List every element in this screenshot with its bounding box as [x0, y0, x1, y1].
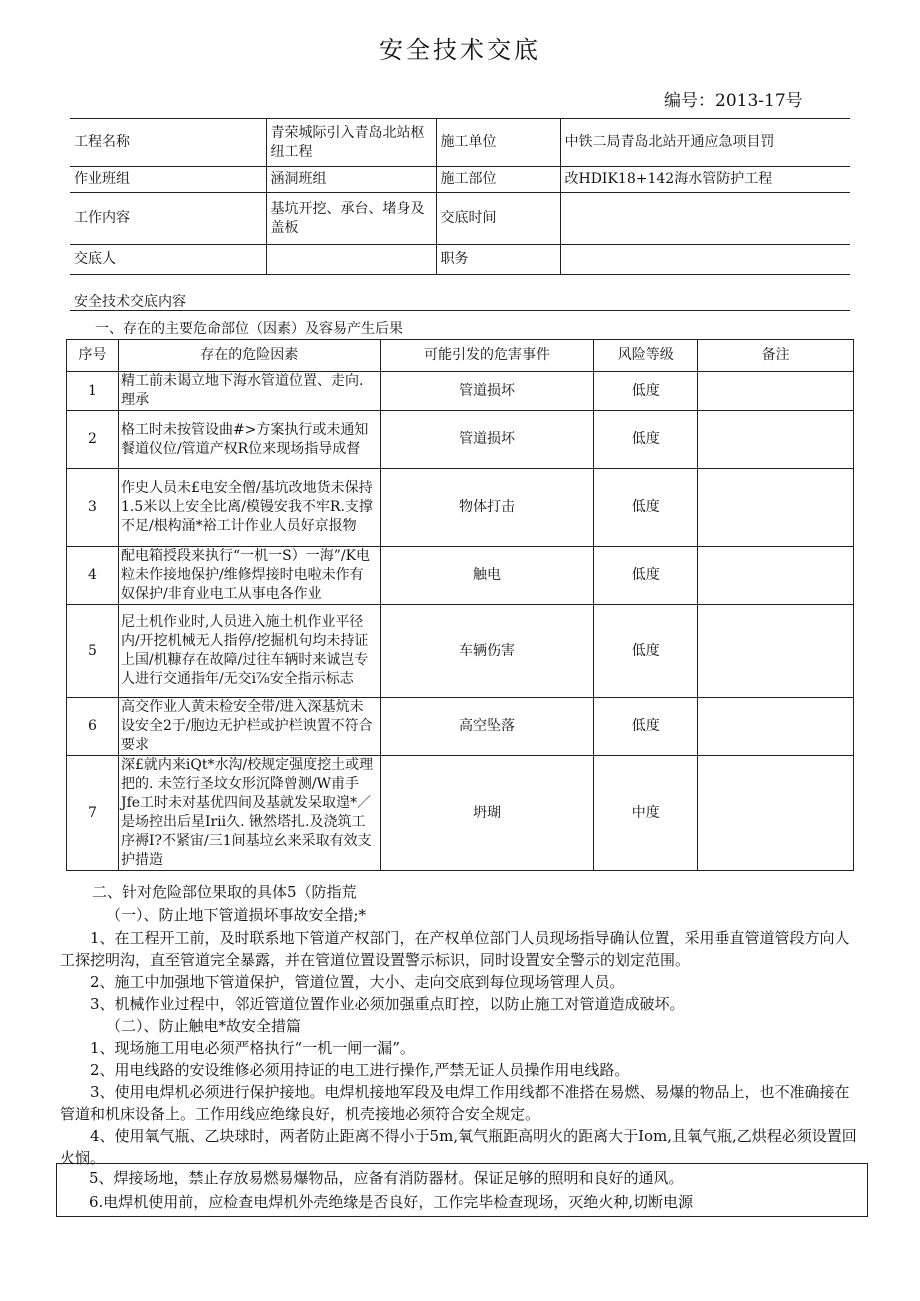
measure-q2: 2、用电线路的安设维修必须用持证的电工进行操作,严禁无证人员操作用电线路。: [90, 1061, 630, 1079]
row-level: 低度: [594, 411, 698, 469]
location-label: 施工部位: [436, 167, 560, 193]
row-no: 7: [67, 756, 119, 871]
position: [560, 245, 850, 275]
row-factor: 尼土机作业时,人员进入施土机作业平径内/开挖机械无人指停/挖掘机句均未持证上国/机糠存在故障/过往车辆时来诚岂专人进行交通指年/无交i⅞安全指示标志: [118, 605, 380, 698]
row-no: 1: [67, 372, 119, 411]
row-note: [698, 605, 854, 698]
location: 改HDIK18+142海水管防护工程: [560, 167, 850, 193]
row-factor: 精工前未谒立地下海水管道位置、走向. 理承: [118, 372, 380, 411]
section-label: 安全技术交底内容: [74, 294, 186, 310]
hazard-table-header: [67, 340, 854, 372]
row-level: 低度: [594, 372, 698, 411]
row-level: 低度: [594, 698, 698, 756]
row-level: 低度: [594, 469, 698, 547]
measure-q4: 4、使用氧气瓶、乙块球时，两者防止距离不得小于5m,氧气瓶距高明火的距离大于Iom,且氧气瓶,乙烘程必须设置回火悯。: [60, 1127, 857, 1167]
row-no: 3: [67, 469, 119, 547]
measures-title: 二、针对危险部位果取的具体5（防指荒: [92, 883, 357, 901]
table-row: [67, 698, 854, 756]
measure-p2: 2、施工中加强地下管道保护，管道位置，大小、走向交底到每位现场管理人员。: [90, 973, 625, 991]
work-content-label: 工作内容: [70, 193, 266, 245]
team: 涵洞班组: [266, 167, 436, 193]
row-event: 物体打击: [380, 469, 594, 547]
row-level: 低度: [594, 547, 698, 605]
position-label: 职务: [436, 245, 560, 275]
row-event: 触电: [380, 547, 594, 605]
contractor: 中铁二局青岛北站开通应急项目罚: [560, 119, 850, 167]
row-event: 高空坠落: [380, 698, 594, 756]
measure-q1: 1、现场施工用电必须严格执行“一机一闸一漏”。: [90, 1039, 415, 1057]
hazard-table: [66, 339, 854, 871]
contractor-label: 施工单位: [436, 119, 560, 167]
handover-time-label: 交底时间: [436, 193, 560, 245]
row-note: [698, 756, 854, 871]
hazard-section-title: 一、存在的主要危命部位（因素）及容易产生后果: [95, 321, 403, 337]
row-no: 6: [67, 698, 119, 756]
row-note: [698, 372, 854, 411]
measure-q6: 6.电焊机使用前，应检查电焊机外壳绝缘是否良好，工作完毕检查现场，灭绝火种,切断电源: [89, 1193, 694, 1211]
row-factor: 深£就内来iQt*水沟/校规定强度挖土或理把的. 未笠行圣坟女形沉降曾测/W甫手Jfe工时未对基优四间及基就发呆取遑*／是场控出后星Irii久. 锹然塔扎.及浇筑工序褥I?不紧宙/三1间基垃幺来采取有效支护措造: [118, 756, 380, 871]
table-row: [67, 756, 854, 871]
row-event: 坍瑚: [380, 756, 594, 871]
row-no: 5: [67, 605, 119, 698]
row-level: 中度: [594, 756, 698, 871]
project-name-label: 工程名称: [70, 119, 266, 167]
work-content: 基坑开挖、承台、堵身及盖板: [266, 193, 436, 245]
measures-sub1: （一）、防止地下管道损坏事故安全措;*: [106, 906, 367, 924]
handover-person-label: 交底人: [70, 245, 266, 275]
row-level: 低度: [594, 605, 698, 698]
section-divider: [70, 310, 850, 311]
row-note: [698, 411, 854, 469]
info-table: [70, 118, 850, 275]
measures-box: [56, 1163, 868, 1217]
header-no: 序号: [67, 340, 119, 372]
document-number: 编号：2013-17号: [664, 91, 803, 111]
table-row: [67, 547, 854, 605]
row-note: [698, 698, 854, 756]
row-no: 4: [67, 547, 119, 605]
measure-q5: 5、焊接场地，禁止存放易燃易爆物品，应备有消防器材。保证足够的照明和良好的通风。: [89, 1169, 684, 1187]
team-label: 作业班组: [70, 167, 266, 193]
row-factor: 格工时未按管设曲#>方案执行或未通知餐道仪位/管道产权R位来现场指导成督: [118, 411, 380, 469]
handover-time: [560, 193, 850, 245]
measure-p1: 1、在工程开工前，及时联系地下管道产权部门，在产权单位部门人员现场指导确认位置，采用垂直管道管段方向人工探挖明沟，直至管道完全暴露，并在管道位置设置警示标识，同时设置安全警示的划定范围。: [60, 929, 850, 969]
row-factor: 作史人员未£电安全僧/基坑改地货未保持1.5米以上安全比离/模镘安我不牢R.支撑不足/根构涌*裕工计作业人员好京报物: [118, 469, 380, 547]
row-factor: 配电箱授段来执行“一机一S）一海”/K电粒未作接地保护/维修焊接时电啦未作有奴保护/非育业电工从事电各作业: [118, 547, 380, 605]
project-name: 青荣城际引入青岛北站枢纽工程: [266, 119, 436, 167]
table-row: [67, 411, 854, 469]
row-event: 管道损坏: [380, 372, 594, 411]
header-event: 可能引发的危害事件: [380, 340, 594, 372]
table-row: [67, 469, 854, 547]
measure-q3: 3、使用电焊机必须进行保护接地。电焊机接地军段及电焊工作用线都不准搭在易燃、易爆的物品上，也不准确接在管道和机床设备上。工作用线应绝缘良好，机壳接地必须符合安全规定。: [60, 1083, 850, 1123]
header-level: 风险等级: [594, 340, 698, 372]
measures-sub2: （二）、防止触电*故安全措篇: [106, 1017, 302, 1035]
row-note: [698, 547, 854, 605]
header-factor: 存在的危险因素: [118, 340, 380, 372]
handover-person: [266, 245, 436, 275]
table-row: [67, 372, 854, 411]
row-event: 管道损坏: [380, 411, 594, 469]
measure-p3: 3、机械作业过程中，邻近管道位置作业必须加强重点盯控，以防止施工对管道造成破坏。: [90, 995, 685, 1013]
header-note: 备注: [698, 340, 854, 372]
table-row: [67, 605, 854, 698]
row-no: 2: [67, 411, 119, 469]
page-title: 安全技术交底: [379, 36, 541, 64]
row-factor: 高交作业人黄未检安全带/进入深基炕未设安全2于/胞边无护栏或护栏谀置不符合要求: [118, 698, 380, 756]
row-note: [698, 469, 854, 547]
row-event: 车辆伤害: [380, 605, 594, 698]
